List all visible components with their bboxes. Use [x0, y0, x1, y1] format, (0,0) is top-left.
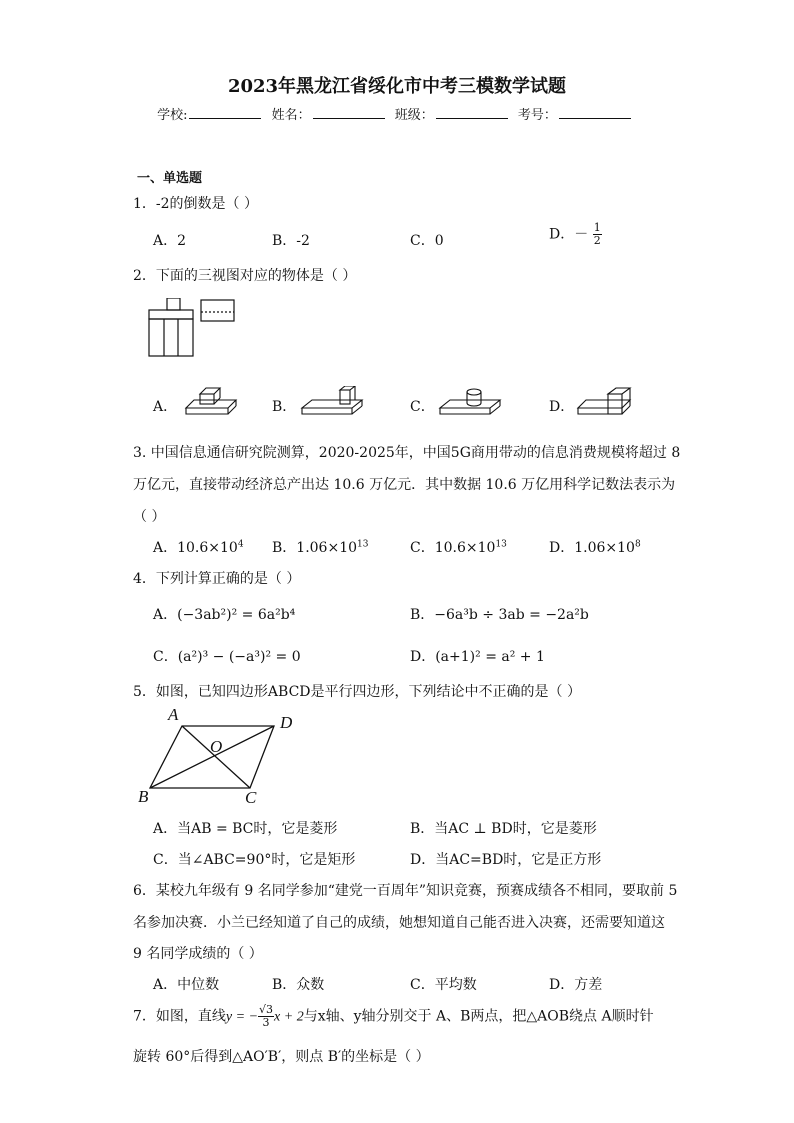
student-info-line: [0, 104, 794, 123]
school-label: 学校:: [157, 108, 188, 123]
q5-stem: 5．如图，已知四边形ABCD是平行四边形，下列结论中不正确的是（ ）: [133, 684, 581, 700]
q1-option-d-prefix: D．－: [549, 226, 589, 243]
q1-option-d: [549, 222, 602, 247]
q2-option-b: B．: [272, 399, 297, 415]
school-blank[interactable]: [189, 108, 261, 119]
q3-stem-line3: （ ）: [133, 509, 166, 525]
q4-option-d: D．(a+1)² = a² + 1: [410, 649, 545, 665]
section-heading: 一、单选题: [137, 171, 203, 186]
fraction-numerator: √3: [259, 1003, 274, 1016]
q3-option-a: [153, 537, 244, 557]
class-label: 班级：: [394, 108, 434, 123]
q1-option-d-fraction: [593, 222, 602, 247]
q3-stem-line2: 万亿元，直接带动经济总产出达 10.6 万亿元．其中数据 10.6 万亿用科学记数法表示为: [133, 477, 676, 493]
vertex-label-a: A: [168, 705, 179, 724]
q7-stem-line2: 旋转 60°后得到△AO′B′，则点 B′的坐标是（ ）: [133, 1049, 430, 1065]
q3-option-d-exponent: 8: [634, 539, 641, 550]
q7-equation-left: y = −: [225, 1009, 259, 1025]
q5-option-c: C．当∠ABC=90°时，它是矩形: [153, 852, 356, 868]
q3-option-d: [549, 537, 641, 557]
q3-stem-line1: 3. 中国信息通信研究院测算，2020-2025年，中国5G商用带动的信息消费规模将超过 8: [133, 445, 681, 461]
class-blank[interactable]: [436, 108, 508, 119]
q2-option-b-solid: [300, 386, 364, 418]
q1-option-c: C．0: [410, 233, 444, 249]
q1-option-b: B．-2: [272, 233, 310, 249]
q6-option-b: B．众数: [272, 977, 325, 993]
q1-stem: 1．-2的倒数是（ ）: [133, 196, 258, 212]
q2-option-c: C．: [410, 399, 435, 415]
q4-option-c: C．(a²)³ − (−a³)² = 0: [153, 649, 301, 665]
diagonal-bd: [150, 726, 274, 788]
name-label: 姓名：: [271, 108, 311, 123]
q7-text-post: 与x轴、y轴分别交于 A、B两点，把△AOB绕点 A顺时针: [303, 1008, 654, 1025]
center-label-o: O: [210, 737, 223, 756]
q3-option-b: [272, 537, 368, 557]
number-blank[interactable]: [559, 108, 631, 119]
q3-option-c-exponent: 13: [495, 539, 507, 550]
three-view-drawing: [146, 298, 246, 360]
q3-option-c-base: C．10.6×10: [410, 540, 496, 556]
q7-stem-line1: [133, 1004, 654, 1029]
q3-option-c: [410, 537, 507, 557]
number-label: 考号：: [517, 108, 557, 123]
fraction-numerator: 1: [593, 221, 601, 234]
q6-option-c: C．平均数: [410, 977, 477, 993]
q2-option-c-solid: [438, 386, 502, 418]
fraction-denominator: 2: [593, 234, 601, 247]
name-blank[interactable]: [313, 108, 385, 119]
q3-option-d-base: D．1.06×10: [549, 540, 635, 556]
q2-stem: 2．下面的三视图对应的物体是（ ）: [133, 268, 357, 284]
q6-stem-line2: 名参加决赛．小兰已经知道了自己的成绩，她想知道自己能否进入决赛，还需要知道这: [133, 915, 665, 931]
q1-option-a: A．2: [153, 233, 187, 249]
page-title: 2023年黑龙江省绥化市中考三模数学试题: [227, 76, 567, 97]
q6-option-d: D．方差: [549, 977, 603, 993]
diagonal-ac: [182, 726, 250, 788]
q5-option-d: D．当AC=BD时，它是正方形: [410, 852, 602, 868]
q5-option-a: A．当AB = BC时，它是菱形: [153, 821, 338, 837]
q2-option-d: D．: [549, 399, 575, 415]
q2-option-a: A．: [153, 399, 178, 415]
q3-option-a-exponent: 4: [237, 539, 244, 550]
q3-option-b-base: B．1.06×10: [272, 540, 358, 556]
vertex-label-b: B: [138, 787, 149, 806]
q6-stem-line1: 6．某校九年级有 9 名同学参加“建党一百周年”知识竞赛，预赛成绩各不相同，要取前 5: [133, 883, 678, 899]
fraction-denominator: 3: [262, 1016, 270, 1029]
q4-option-b: B．−6a³b ÷ 3ab = −2a²b: [410, 607, 589, 623]
vertex-label-d: D: [280, 713, 293, 732]
q2-option-d-solid: [576, 386, 636, 418]
q4-stem: 4．下列计算正确的是（ ）: [133, 571, 301, 587]
q3-option-b-exponent: 13: [357, 539, 369, 550]
q6-stem-line3: 9 名同学成绩的（ ）: [133, 946, 263, 962]
q4-option-a: A．(−3ab²)² = 6a²b⁴: [153, 607, 296, 623]
q3-option-a-base: A．10.6×10: [153, 540, 238, 556]
q5-option-b: B．当AC ⊥ BD时，它是菱形: [410, 821, 597, 837]
q2-option-a-solid: [184, 386, 238, 418]
q7-text-pre: 7．如图，直线: [133, 1008, 226, 1025]
q7-equation-right: x + 2: [274, 1009, 304, 1025]
parallelogram-figure: [134, 704, 304, 808]
q7-equation-fraction: [258, 1004, 274, 1029]
vertex-label-c: C: [245, 788, 257, 807]
q6-option-a: A．中位数: [153, 977, 220, 993]
